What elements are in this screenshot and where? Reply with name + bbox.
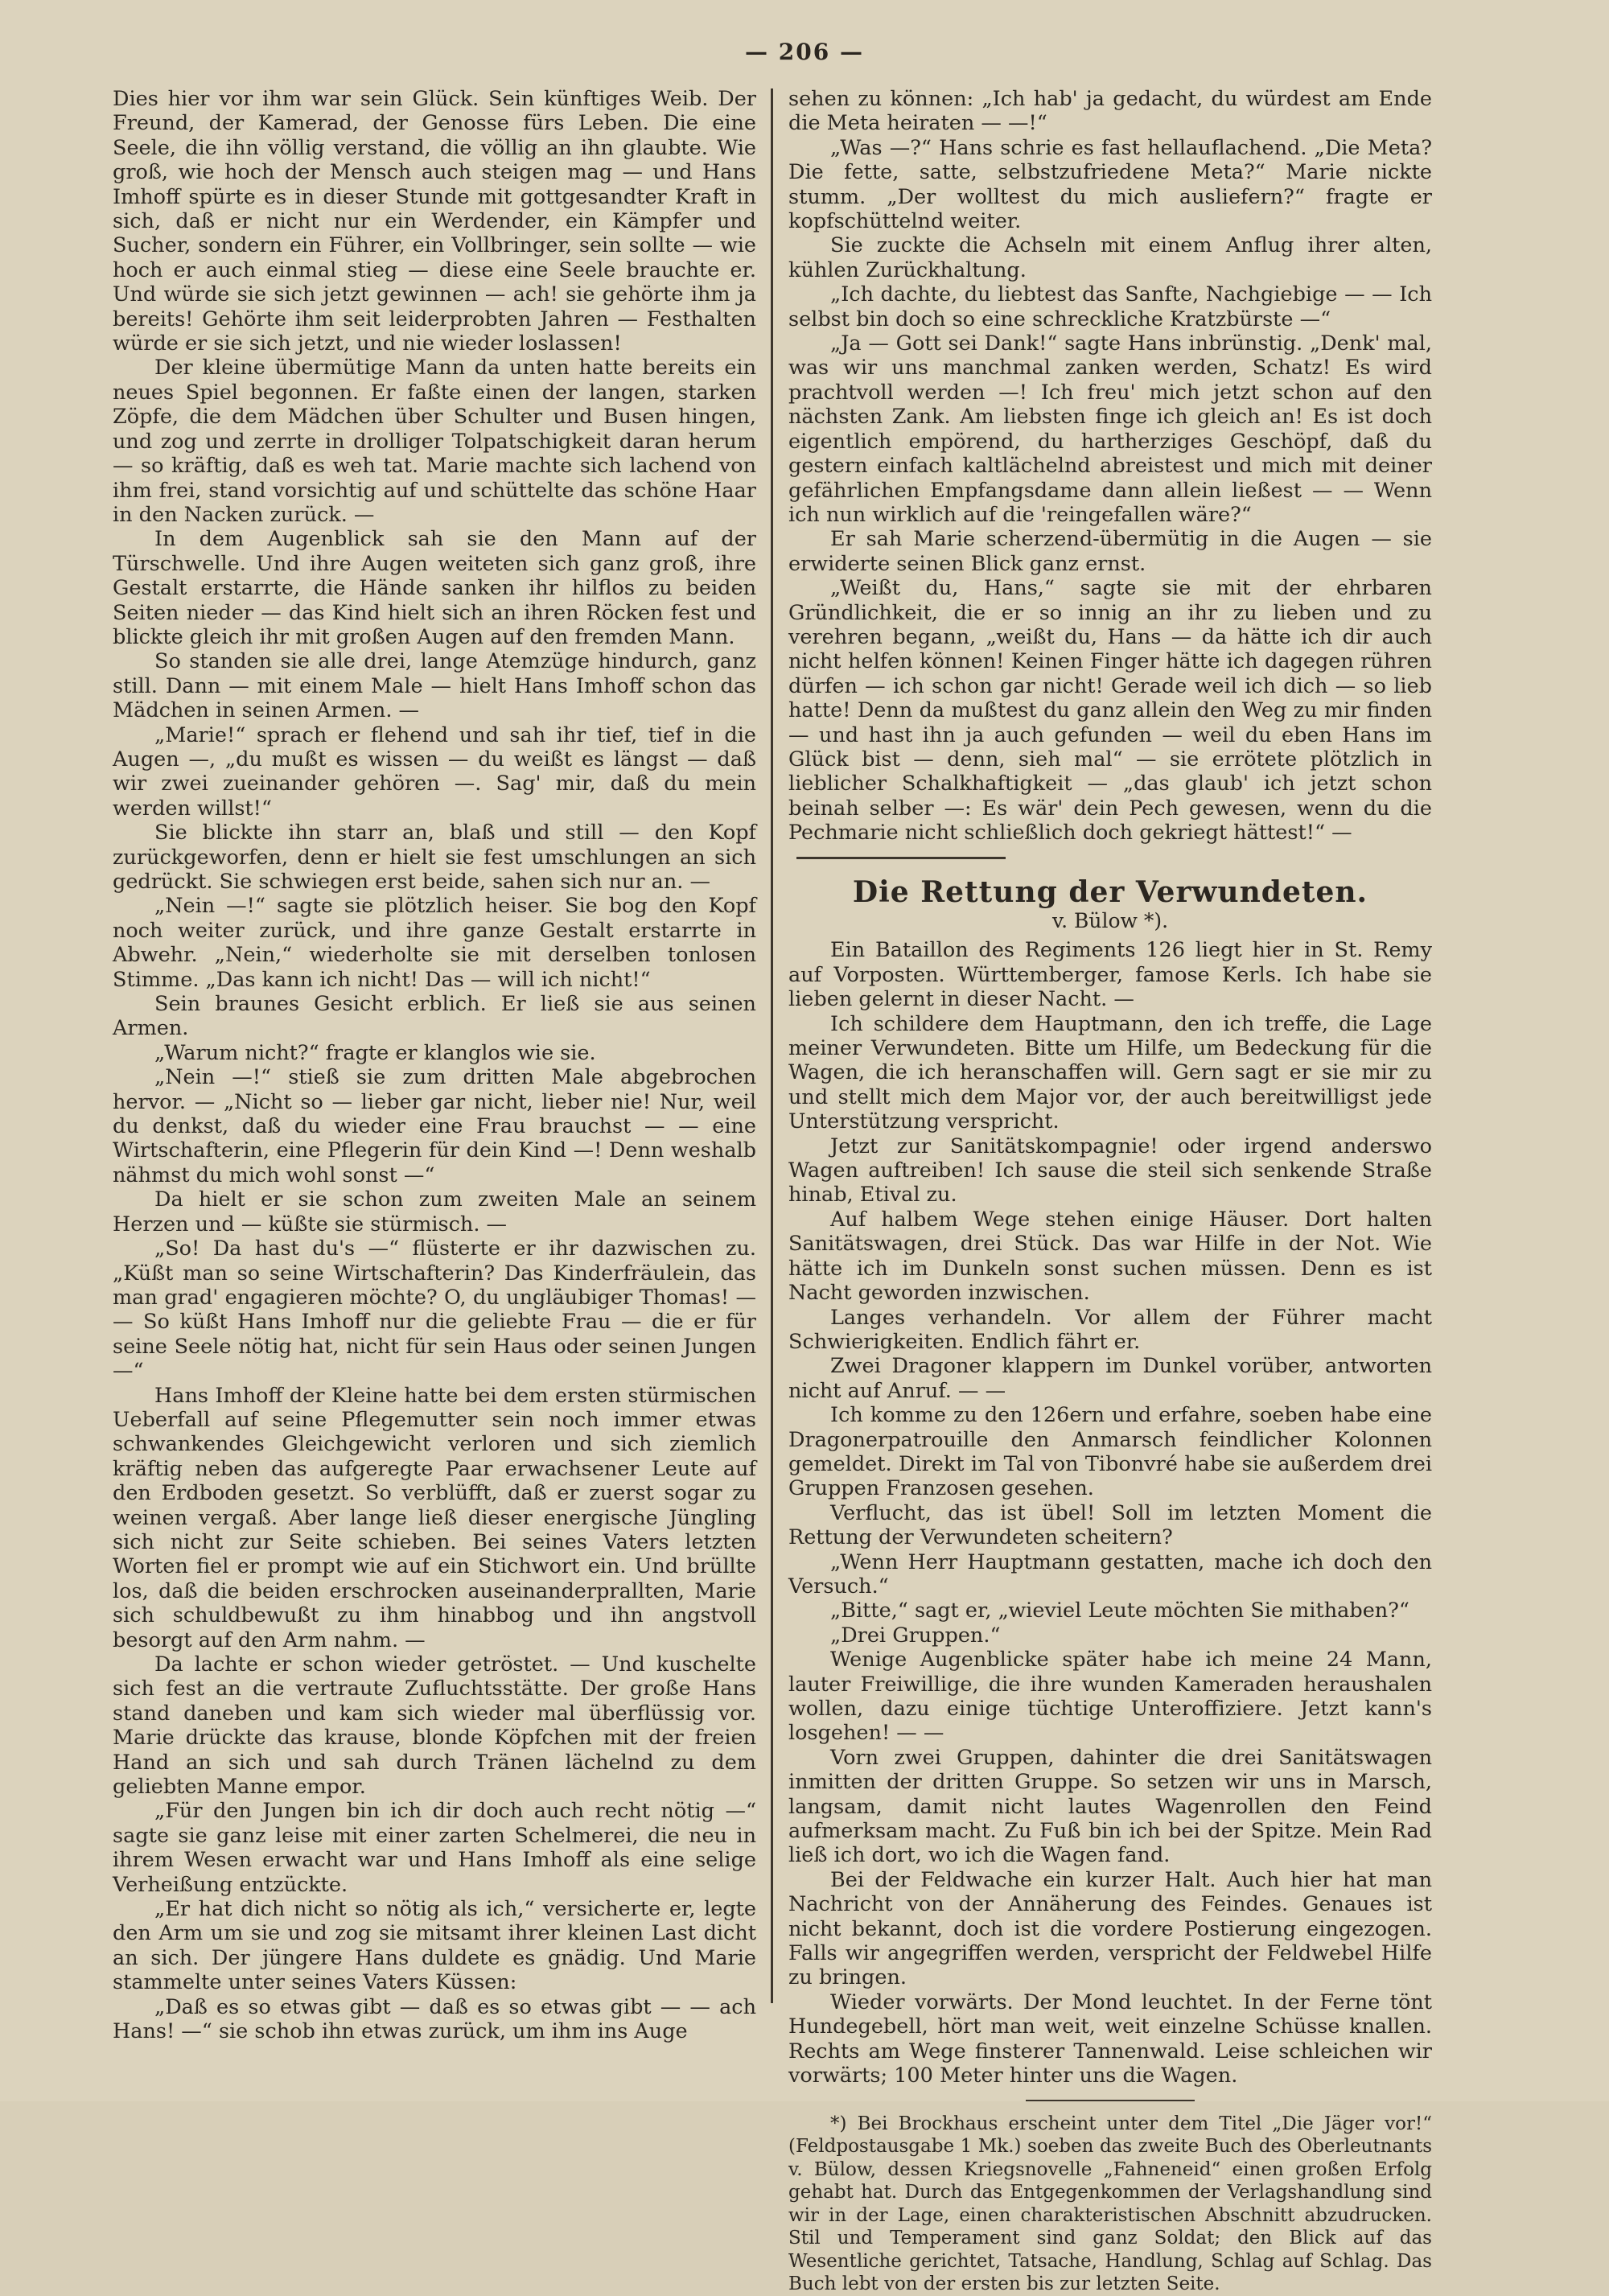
paragraph: „Für den Jungen bin ich dir doch auch recht nötig —“ sagte sie ganz leise mit einer zarten Schelmerei, die neu in ihrem Wesen erwacht war und Hans Imhoff als eine selige Verheißung entzückte.: [113, 1799, 756, 1897]
paragraph: Wieder vorwärts. Der Mond leuchtet. In der Ferne tönt Hundegebell, hört man weit, weit einzelne Schüsse knallen. Rechts am Wege finsterer Tannenwald. Leise schleichen wir vorwärts; 100 Meter hinter uns die Wagen.: [788, 1989, 1432, 2088]
paragraph: Der kleine übermütige Mann da unten hatte bereits ein neues Spiel begonnen. Er faßte einen der langen, starken Zöpfe, die dem Mädchen über Schulter und Busen hingen, und zog und zerrte in drolliger Tolpatschigkeit daran herum — so kräftig, daß es weh tat. Marie machte sich lachend von ihm frei, stand vorsichtig auf und schüttelte das schöne Haar in den Nacken zurück. —: [113, 356, 756, 527]
article-title: Die Rettung der Verwundeten.: [852, 874, 1368, 909]
paragraph: Ich komme zu den 126ern und erfahre, soeben habe eine Dragonerpatrouille den Anmarsch feindlicher Kolonnen gemeldet. Direkt im Tal von Tibonvré habe sie außerdem drei Gruppen Franzosen gesehen.: [788, 1403, 1432, 1501]
paragraph: Da hielt er sie schon zum zweiten Male an seinem Herzen und — küßte sie stürmisch. —: [113, 1187, 756, 1236]
paragraph: Zwei Dragoner klappern im Dunkel vorüber, antworten nicht auf Anruf. — —: [788, 1354, 1432, 1403]
article-body: [788, 938, 1432, 2088]
paragraph: „Er hat dich nicht so nötig als ich,“ versicherte er, legte den Arm um sie und zog sie mitsamt ihrer kleinen Last dicht an sich. Der jüngere Hans duldete es gnädig. Und Marie stammelte unter seines Vaters Küssen:: [113, 1897, 756, 1995]
paragraph: So standen sie alle drei, lange Atemzüge hindurch, ganz still. Dann — mit einem Male — hielt Hans Imhoff schon das Mädchen in seinen Armen. —: [113, 649, 756, 723]
right-column: [788, 87, 1432, 2296]
paragraph: In dem Augenblick sah sie den Mann auf der Türschwelle. Und ihre Augen weiteten sich ganz groß, ihre Gestalt erstarrte, die Hände sanken ihr hilflos zu beiden Seiten nieder — das Kind hielt sich an ihren Röcken fest und blickte gleich ihr mit großen Augen auf den fremden Mann.: [113, 527, 756, 649]
paragraph: Bei der Feldwache ein kurzer Halt. Auch hier hat man Nachricht von der Annäherung des Feindes. Genaues ist nicht bekannt, doch ist die vordere Postierung eingezogen. Falls wir angegriffen werden, verspricht der Feldwebel Hilfe zu bringen.: [788, 1867, 1432, 1990]
paragraph: sehen zu können: „Ich hab' ja gedacht, du würdest am Ende die Meta heiraten — —!“: [788, 87, 1432, 136]
paragraph: Jetzt zur Sanitätskompagnie! oder irgend anderswo Wagen auftreiben! Ich sause die steil sich senkende Straße hinab, Etival zu.: [788, 1134, 1432, 1208]
paragraph: „Bitte,“ sagt er, „wieviel Leute möchten Sie mithaben?“: [830, 1599, 1409, 1623]
footnote-text: *) Bei Brockhaus erscheint unter dem Titel „Die Jäger vor!“ (Feldpostausgabe 1 Mk.) soeben das zweite Buch des Oberleutnants v. Bülow, dessen Kriegsnovelle „Fahneneid“ einen großen Erfolg gehabt hat. Durch das Entgegenkommen der Verlagshandlung sind wir in der Lage, einen charakteristischen Abschnitt abzudrucken. Stil und Temperament sind ganz Soldat; den Blick auf das Wesentliche gerichtet, Tatsache, Handlung, Schlag auf Schlag. Das Buch lebt von der ersten bis zur letzten Seite.: [788, 2113, 1432, 2294]
paragraph: „Was —?“ Hans schrie es fast hellauflachend. „Die Meta? Die fette, satte, selbstzufriedene Meta?“ Marie nickte stumm. „Der wolltest du mich ausliefern?“ fragte er kopfschüttelnd weiter.: [788, 135, 1432, 234]
footnote-rule: [1026, 2100, 1195, 2101]
paragraph: Langes verhandeln. Vor allem der Führer macht Schwierigkeiten. Endlich fährt er.: [788, 1305, 1432, 1354]
footnote: [788, 2113, 1432, 2296]
paragraph: Vorn zwei Gruppen, dahinter die drei Sanitätswagen inmitten der dritten Gruppe. So setzen wir uns in Marsch, langsam, damit nicht lautes Wagenrollen den Feind aufmerksam macht. Zu Fuß bin ich bei der Spitze. Mein Rad ließ ich dort, wo ich die Wagen fand.: [788, 1745, 1432, 1868]
column-divider: [771, 88, 773, 2003]
paragraph: Ich schildere dem Hauptmann, den ich treffe, die Lage meiner Verwundeten. Bitte um Hilfe, um Bedeckung für die Wagen, die ich heranschaffen will. Gern sagt er sie mir zu und stellt mich dem Major vor, der auch bereitwilligst jede Unterstützung verspricht.: [788, 1011, 1432, 1134]
paragraph: Sie blickte ihn starr an, blaß und still — den Kopf zurückgeworfen, denn er hielt sie fest umschlungen an sich gedrückt. Sie schwiegen erst beide, sahen sich nur an. —: [113, 821, 756, 894]
paragraph: Ein Bataillon des Regiments 126 liegt hier in St. Remy auf Vorposten. Württemberger, famose Kerls. Ich habe sie lieben gelernt in dieser Nacht. —: [788, 938, 1432, 1012]
paragraph: „Nein —!“ stieß sie zum dritten Male abgebrochen hervor. — „Nicht so — lieber gar nicht, lieber nie! Nur, weil du denkst, daß du wieder eine Frau brauchst — — eine Wirtschafterin, eine Pflegerin für dein Kind —! Denn weshalb nähmst du mich wohl sonst —“: [113, 1065, 756, 1187]
paragraph: Dies hier vor ihm war sein Glück. Sein künftiges Weib. Der Freund, der Kamerad, der Genosse fürs Leben. Die eine Seele, die ihn völlig verstand, die völlig an ihn glaubte. Wie groß, wie hoch der Mensch auch steigen mag — und Hans Imhoff spürte es in dieser Stunde mit gottgesandter Kraft in sich, daß er nicht nur ein Werdender, ein Kämpfer und Sucher, sondern ein Führer, ein Vollbringer, sein sollte — wie hoch er auch einmal stieg — diese eine Seele brauchte er. Und würde sie sich jetzt gewinnen — ach! sie gehörte ihm ja bereits! Gehörte ihm seit leiderprobten Jahren — Festhalten würde er sie sich jetzt, und nie wieder loslassen!: [113, 87, 756, 356]
paragraph: „Wenn Herr Hauptmann gestatten, mache ich doch den Versuch.“: [788, 1549, 1432, 1599]
article-byline: v. Bülow *).: [1051, 909, 1169, 932]
left-column: [113, 87, 756, 2044]
paragraph: „Drei Gruppen.“: [830, 1623, 1001, 1648]
paragraph: Auf halbem Wege stehen einige Häuser. Dort halten Sanitätswagen, drei Stück. Das war Hilfe in der Not. Wie hätte ich im Dunkeln sonst suchen müssen. Denn es ist Nacht geworden inzwischen.: [788, 1207, 1432, 1306]
paragraph: „Ja — Gott sei Dank!“ sagte Hans inbrünstig. „Denk' mal, was wir uns manchmal zanken werden, Schatz! Es wird prachtvoll werden —! Ich freu' mich jetzt schon auf den nächsten Zank. Am liebsten finge ich gleich an! Es ist doch eigentlich empörend, du hartherziges Geschöpf, daß du gestern einfach kaltlächelnd abreistest und mich mit deiner gefährlichen Empfangsdame dann allein ließest — — Wenn ich nun wirklich auf die 'reingefallen wäre?“: [788, 331, 1432, 527]
paragraph: „Daß es so etwas gibt — daß es so etwas gibt — — ach Hans! —“ sie schob ihn etwas zurück, um ihm ins Auge: [113, 1994, 756, 2044]
page-number: — 206 —: [745, 39, 864, 65]
paragraph: „Ich dachte, du liebtest das Sanfte, Nachgiebige — — Ich selbst bin doch so eine schreckliche Kratzbürste —“: [788, 282, 1432, 331]
paragraph: „Nein —!“ sagte sie plötzlich heiser. Sie bog den Kopf noch weiter zurück, und ihre ganze Gestalt erstarrte in Abwehr. „Nein,“ wiederholte sie mit derselben tonlosen Stimme. „Das kann ich nicht! Das — will ich nicht!“: [113, 894, 756, 992]
paragraph: Hans Imhoff der Kleine hatte bei dem ersten stürmischen Ueberfall auf seine Pflegemutter sein noch immer etwas schwankendes Gleichgewicht verloren und sich ziemlich kräftig neben das aufgeregte Paar erwachsener Leute auf den Erdboden gesetzt. So verblüfft, daß er zuerst sogar zu weinen vergaß. Aber lange ließ dieser energische Jüngling sich nicht zur Seite schieben. Bei seines Vaters letzten Worten fiel er prompt wie auf ein Stichwort ein. Und brüllte los, daß die beiden erschrocken auseinanderprallten, Marie sich schuldbewußt zu ihm hinabbog und ihn angstvoll besorgt auf den Arm nahm. —: [113, 1383, 756, 1652]
paragraph: „Weißt du, Hans,“ sagte sie mit der ehrbaren Gründlichkeit, die er so innig an ihr zu lieben und zu verehren begann, „weißt du, Hans — da hätte ich dir auch nicht helfen können! Keinen Finger hätte ich dagegen rühren dürfen — ich schon gar nicht! Gerade weil ich dich — so lieb hatte! Denn da mußtest du ganz allein den Weg zu mir finden — und hast ihn ja auch gefunden — weil du eben Hans im Glück bist — denn, sieh mal“ — sie errötete plötzlich in lieblicher Schalkhaftigkeit — „das glaub' ich jetzt schon beinah selber —: Es wär' dein Pech gewesen, wenn du die Pechmarie nicht schließlich doch gekriegt hättest!“ —: [788, 576, 1432, 846]
paragraph: Verflucht, das ist übel! Soll im letzten Moment die Rettung der Verwundeten scheitern?: [788, 1500, 1432, 1550]
paragraph: Er sah Marie scherzend-übermütig in die Augen — sie erwiderte seinen Blick ganz ernst.: [788, 527, 1432, 576]
section-rule: [796, 857, 1006, 859]
paragraph: „So! Da hast du's —“ flüsterte er ihr dazwischen zu. „Küßt man so seine Wirtschafterin? Das Kinderfräulein, das man grad' engagieren möchte? O, du ungläubiger Thomas! — — So küßt Hans Imhoff nur die geliebte Frau — die er für seine Seele nötig hat, nicht für sein Haus oder seinen Jungen —“: [113, 1236, 756, 1384]
paragraph: Da lachte er schon wieder getröstet. — Und kuschelte sich fest an die vertraute Zufluchtsstätte. Der große Hans stand daneben und kam sich wieder mal überflüssig vor. Marie drückte das krause, blonde Köpfchen mit der freien Hand an sich und sah durch Tränen lächelnd zu dem geliebten Manne empor.: [113, 1652, 756, 1800]
paragraph: Sie zuckte die Achseln mit einem Anflug ihrer alten, kühlen Zurückhaltung.: [788, 233, 1432, 282]
paragraph: „Marie!“ sprach er flehend und sah ihr tief, tief in die Augen —, „du mußt es wissen — du weißt es längst — daß wir zwei zueinander gehören —. Sag' mir, daß du mein werden willst!“: [113, 722, 756, 821]
paragraph: Wenige Augenblicke später habe ich meine 24 Mann, lauter Freiwillige, die ihre wunden Kameraden heraushalen wollen, dazu einige tüchtige Unteroffiziere. Jetzt kann's losgehen! — —: [788, 1648, 1432, 1746]
paragraph: Sein braunes Gesicht erblich. Er ließ sie aus seinen Armen.: [113, 992, 756, 1041]
paragraph: „Warum nicht?“ fragte er klanglos wie sie.: [154, 1040, 596, 1065]
